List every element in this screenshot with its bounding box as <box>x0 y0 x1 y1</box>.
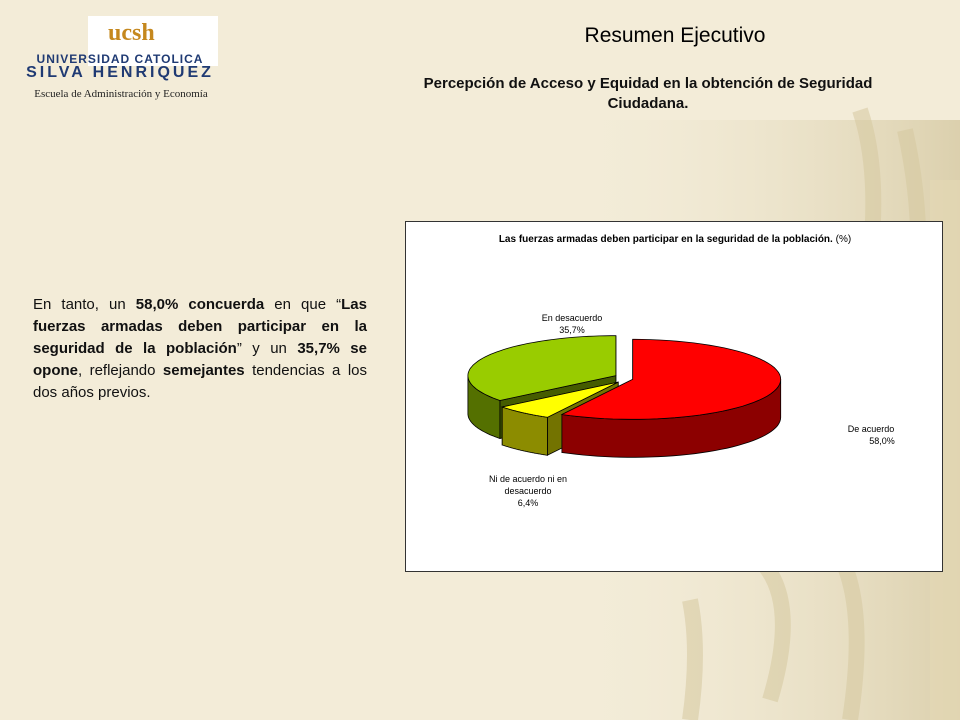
slice-name-1: Ni de acuerdo ni en desacuerdo <box>488 474 568 496</box>
pie-chart <box>405 221 943 572</box>
summary-text-3: ” y un <box>236 340 298 357</box>
summary-paragraph <box>33 294 367 404</box>
logo-line-2: SILVA HENRIQUEZ <box>26 64 214 81</box>
summary-bold-4: semejantes <box>162 362 245 379</box>
pie-svg <box>406 222 942 571</box>
slice-label-2 <box>524 312 620 336</box>
page-subtitle: Percepción de Acceso y Equidad en la obtención de Seguridad Ciudadana. <box>423 75 873 112</box>
summary-bold-1: 58,0% concuerda <box>135 296 265 313</box>
slice-name-0: De acuerdo <box>847 424 895 434</box>
university-logo <box>20 14 230 104</box>
slice-value-1: 6,4% <box>517 498 539 508</box>
slice-label-0 <box>826 423 916 447</box>
logo-line-1: UNIVERSIDAD CATOLICA <box>36 52 204 66</box>
summary-text-1: En tanto, un <box>33 296 136 313</box>
summary-text-2: en que “ <box>264 296 342 313</box>
summary-text-5: tendencias a los dos años previos. <box>33 362 368 401</box>
summary-text-4: , reflejando <box>78 362 163 379</box>
slice-label-1 <box>470 473 586 509</box>
school-name: Escuela de Administración y Economía <box>34 88 208 100</box>
logo-mark: ucsh <box>108 20 155 46</box>
slice-value-0: 58,0% <box>869 436 895 446</box>
slice-value-2: 35,7% <box>559 325 585 335</box>
chart-title-unit: (%) <box>835 234 852 245</box>
summary-bold-3: 35,7% se opone <box>33 340 367 379</box>
page-title: Resumen Ejecutivo <box>584 24 766 47</box>
summary-bold-2: Las fuerzas armadas deben participar en la seguridad de la población <box>33 296 367 357</box>
slice-name-2: En desacuerdo <box>541 313 603 323</box>
chart-title-text: Las fuerzas armadas deben participar en la seguridad de la población. <box>498 234 833 245</box>
